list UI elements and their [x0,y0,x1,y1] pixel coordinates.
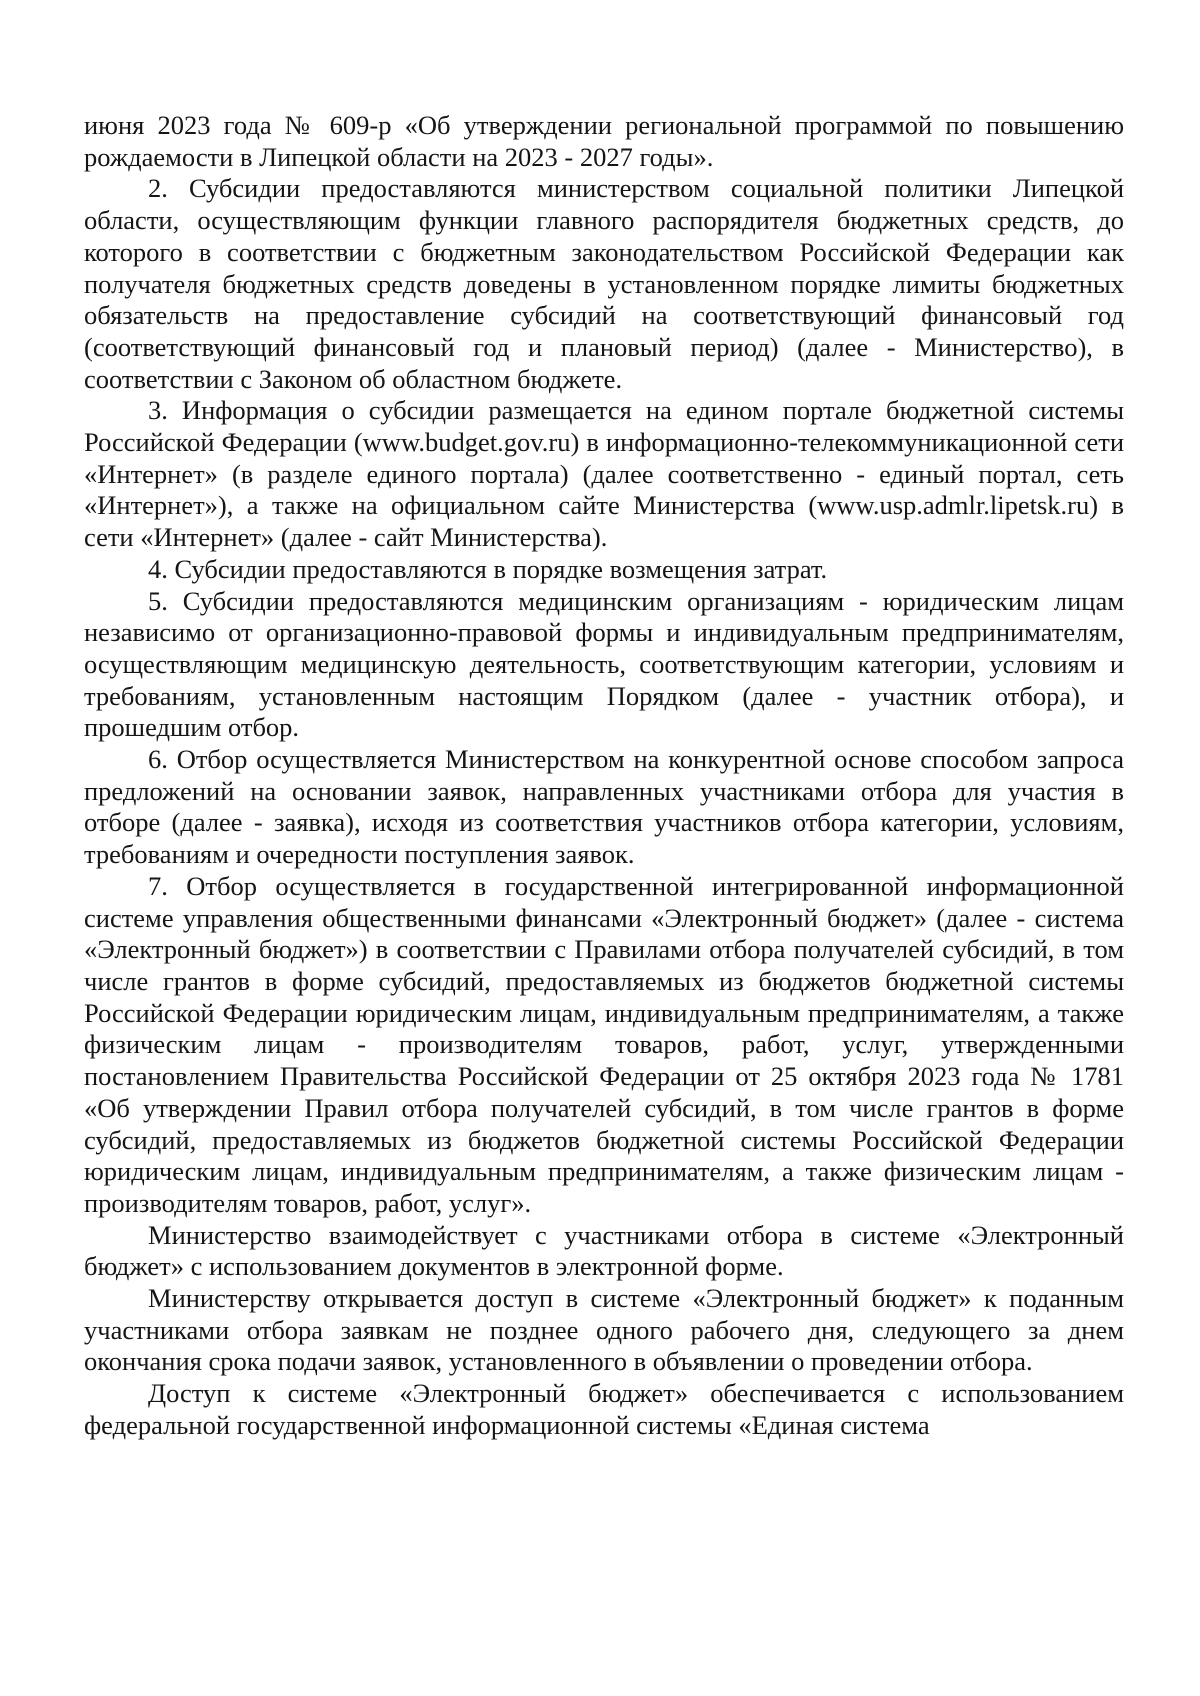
paragraph-system-access: Доступ к системе «Электронный бюджет» обеспечивается с использованием федеральной государственной информационной системы «Единая система [84,1378,1124,1440]
paragraph-item-6: 6. Отбор осуществляется Министерством на конкурентной основе способом запроса предложений на основании заявок, направленных участниками отбора для участия в отборе (далее - заявка), исходя из соответствия участников отбора категории, условиям, требованиям и очередности поступления заявок. [84,744,1124,870]
document-body [84,110,1124,1442]
paragraph-ministry-interaction: Министерство взаимодействует с участниками отбора в системе «Электронный бюджет» с использованием документов в электронной форме. [84,1219,1124,1282]
paragraph-item-5: 5. Субсидии предоставляются медицинским организациям - юридическим лицам независимо от организационно-правовой формы и индивидуальным предпринимателям, осуществляющим медицинскую деятельность, соответствующим категории, условиям и требованиям, установленным настоящим Порядком (далее - участник отбора), и прошедшим отбор. [84,585,1124,743]
paragraph-continuation: июня 2023 года № 609-р «Об утверждении региональной программой по повышению рождаемости в Липецкой области на 2023 - 2027 годы». [84,110,1124,172]
paragraph-item-7: 7. Отбор осуществляется в государственной интегрированной информационной системе управления общественными финансами «Электронный бюджет» (далее - система «Электронный бюджет») в соответствии с Правилами отбора получателей субсидий, в том числе грантов в форме субсидий, предоставляемых из бюджетов бюджетной системы Российской Федерации юридическим лицам, индивидуальным предпринимателям, а также физическим лицам - производителям товаров, работ, услуг, утвержденными постановлением Правительства Российской Федерации от 25 октября 2023 года № 1781 «Об утверждении Правил отбора получателей субсидий, в том числе грантов в форме субсидий, предоставляемых из бюджетов бюджетной системы Российской Федерации юридическим лицам, индивидуальным предпринимателям, а также физическим лицам - производителям товаров, работ, услуг». [84,870,1124,1218]
paragraph-item-2: 2. Субсидии предоставляются министерством социальной политики Липецкой области, осуществляющим функции главного распорядителя бюджетных средств, до которого в соответствии с бюджетным законодательством Российской Федерации как получателя бюджетных средств доведены в установленном порядке лимиты бюджетных обязательств на предоставление субсидий на соответствующий финансовый год (соответствующий финансовый год и плановый период) (далее - Министерство), в соответствии с Законом об областном бюджете. [84,173,1124,394]
paragraph-ministry-access: Министерству открывается доступ в системе «Электронный бюджет» к поданным участниками отбора заявкам не позднее одного рабочего дня, следующего за днем окончания срока подачи заявок, установленного в объявлении о проведении отбора. [84,1283,1124,1377]
paragraph-item-4: 4. Субсидии предоставляются в порядке возмещения затрат. [148,553,828,584]
paragraph-item-3: 3. Информация о субсидии размещается на едином портале бюджетной системы Российской Федерации (www.budget.gov.ru) в информационно-телекоммуникационной сети «Интернет» (в разделе единого портала) (далее соответственно - единый портал, сеть «Интернет»), а также на официальном сайте Министерства (www.usp.admlr.lipetsk.ru) в сети «Интернет» (далее - сайт Министерства). [84,395,1124,553]
